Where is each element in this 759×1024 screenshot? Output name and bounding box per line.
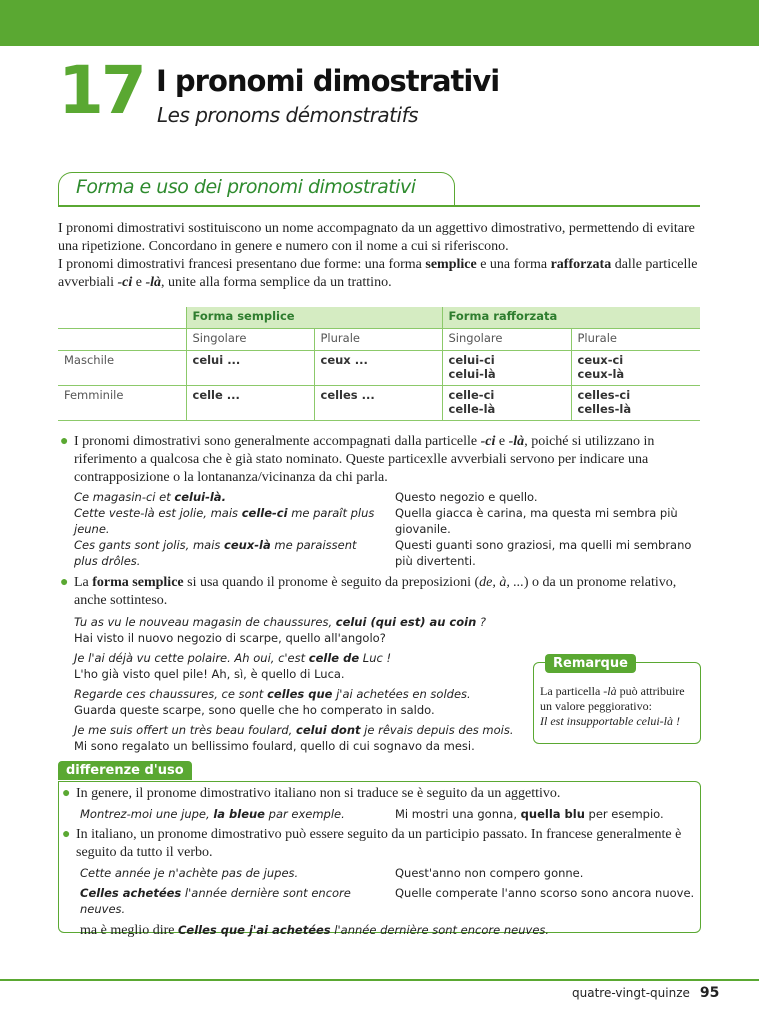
text: In genere, il pronome dimostrativo italiano non si traduce se è seguito da un aggettivo. [76,786,561,801]
row-label: Femminile [58,386,186,421]
text: dalle particelle avverbiali [58,257,698,290]
text: me paraît plus jeune. [74,506,375,536]
highlight: Celles que j'ai achetées [177,923,331,937]
cell: celle ... [186,386,314,421]
cell-line: ceux-ci [577,353,624,367]
text: , unite alla forma semplice da un trattino. [161,275,392,290]
table-corner [58,307,186,329]
cell [442,351,571,386]
forms-table [58,307,700,421]
cell [571,386,700,421]
text: ) o da un pronome relativo, anche sottinteso. [74,575,677,608]
text: Montrez-moi une jupe, [80,807,214,821]
cell-line: celui-ci [448,353,495,367]
intro-paragraph-1: I pronomi dimostrativi sostituiscono un nome accompagnato da un aggettivo dimostrativo, permettendo di evitare una ripetizione. Concordano in genere e numero con il nome a cui si riferiscono. [58,221,695,254]
table-header-row [58,307,700,329]
translation: L'ho già visto quel pile! Ah, sì, è quello di Luca. [74,667,345,681]
text: In italiano, un pronome dimostrativo può essere seguito da un participio passato. In francese generalmente è seguito da tutto il verbo. [76,827,682,860]
cell-line: ceux-là [577,367,625,381]
chapter-number: 17 [58,52,144,129]
subheader-plurale: Plurale [571,329,700,351]
bullet-item [58,433,700,487]
differenze-content [60,785,696,940]
example-block [58,614,514,754]
footer-line [0,979,759,981]
text: e [495,434,509,449]
particle-la: -là [603,684,617,698]
remarque-text [540,684,696,729]
text: je rêvais depuis des mois. [360,723,514,737]
cell-line: celle-ci [448,388,495,402]
term-forma-semplice: forma semplice [92,575,184,590]
highlight: celle de [308,651,360,665]
remarque-example: Il est insupportable celui-là ! [540,714,680,728]
intro-paragraph-2 [58,256,700,292]
highlight: quella blu [520,807,585,821]
example-row [58,505,700,537]
text: j'ai achetées en soldes. [332,687,471,701]
example-row [60,885,696,917]
translation: più divertenti. [395,554,476,568]
text: Je me suis offert un très beau foulard, [74,723,296,737]
text: La [74,575,93,590]
text: Regarde ces chaussures, ce sont [74,687,268,701]
highlight: celui-là. [174,490,226,504]
translation: Guarda queste scarpe, sono quelle che ho comperato in saldo. [74,703,435,717]
bullet-item [58,574,700,610]
intro-text [58,220,700,292]
text: Tu as vu le nouveau magasin de chaussures, [74,615,336,629]
text: e [132,275,146,290]
highlight: la bleue [213,807,265,821]
particle-la: -là [508,434,525,449]
example-row [58,553,700,569]
text: ma è meglio dire [80,923,178,938]
term-semplice: semplice [425,257,477,272]
text: par exemple. [264,807,345,821]
footer [572,985,719,1001]
prepositions: de, à, ... [479,575,524,590]
highlight: Celles achetées [80,886,182,900]
text: I pronomi dimostrativi francesi presentano due forme: una forma [58,257,426,272]
example-row [58,537,700,553]
text: Ces gants sont jolis, mais [74,538,225,552]
translation: Mi sono regalato un bellissimo foulard, quello di cui sognavo da mesi. [74,739,475,753]
text: , poiché si utilizzano in riferimento a qualcosa che è già stato nominato. Queste particexlle avverbiali servono per indicare una contrapposizione o la lontananza/vicinanza da chi parla. [74,434,655,485]
table-row [58,386,700,421]
text: Luc ! [359,651,392,665]
text: Ce magasin-ci et [74,490,175,504]
highlight: celles que [267,687,333,701]
text: Mi mostri una gonna, [395,807,521,821]
text: Je l'ai déjà vu cette polaire. Ah oui, c'est [74,651,309,665]
translation: Questo negozio e quello. [395,490,538,504]
bullet-item [60,826,696,862]
top-bar [0,0,759,46]
translation: Hai visto il nuovo negozio di scarpe, quello all'angolo? [74,631,386,645]
particle-ci: -ci [480,434,496,449]
example-fr: Cette année je n'achète pas de jupes. [80,866,299,880]
differenze-tag: differenze d'uso [58,761,192,780]
text: per esempio. [584,807,664,821]
text: può attribuire un valore peggiorativo: [540,684,685,713]
cell: celui ... [186,351,314,386]
cell-line: celle-là [448,402,496,416]
translation: Quest'anno non compero gonne. [395,866,584,880]
term-rafforzata: rafforzata [550,257,612,272]
example-row [60,865,696,881]
particle-la: -là [145,275,162,290]
text: ? [476,615,487,629]
highlight: celle-ci [241,506,288,520]
highlight: celui dont [296,723,361,737]
cell: celles ... [314,386,442,421]
table-row [58,351,700,386]
subheader-singolare: Singolare [442,329,571,351]
text: plus drôles. [74,554,141,568]
header-forma-rafforzata: Forma rafforzata [442,307,700,329]
cell-line: celles-ci [577,388,631,402]
cell-line: celles-là [577,402,632,416]
particle-ci: -ci [117,275,133,290]
example-row [58,489,700,505]
bullet-item [60,785,696,803]
chapter-subtitle: Les pronoms démonstratifs [157,103,419,127]
cell: ceux ... [314,351,442,386]
section-title: Forma e uso dei pronomi dimostrativi [76,176,416,198]
subheader-plurale: Plurale [314,329,442,351]
table-subheader-row [58,329,700,351]
section-underline [58,205,700,207]
highlight: celui (qui est) au coin [335,615,477,629]
row-label: Maschile [58,351,186,386]
example-row [60,921,696,940]
bullet-dot-icon: ● [60,434,69,449]
text: e una forma [476,257,551,272]
bullet-dot-icon: ● [62,827,71,842]
remarque-tag: Remarque [545,654,636,673]
translation: Quella giacca è carina, ma questa mi sembra più giovanile. [395,506,678,536]
chapter-title: I pronomi dimostrativi [156,64,500,98]
translation: Questi guanti sono graziosi, ma quelli mi sembrano [395,538,692,552]
text: si usa quando il pronome è seguito da preposizioni ( [183,575,480,590]
text: l'année dernière sont encore neuves. [330,923,550,937]
cell [571,351,700,386]
bullet-dot-icon: ● [60,575,69,590]
text: Cette veste-là est jolie, mais [74,506,242,520]
cell [442,386,571,421]
page-number-words: quatre-vingt-quinze [572,986,690,1000]
cell-line: celui-là [448,367,496,381]
text: I pronomi dimostrativi sono generalmente accompagnati dalla particelle [74,434,481,449]
page-number: 95 [699,985,720,1001]
bullet-dot-icon: ● [62,786,71,801]
text: l'année dernière sont encore neuves. [80,886,351,916]
subheader-singolare: Singolare [186,329,314,351]
translation: Quelle comperate l'anno scorso sono ancora nuove. [395,886,695,900]
example-row [60,806,696,822]
header-forma-semplice: Forma semplice [186,307,442,329]
table-empty-cell [58,329,186,351]
text: La particella [540,684,604,698]
text: me paraissent [270,538,357,552]
highlight: ceux-là [224,538,271,552]
